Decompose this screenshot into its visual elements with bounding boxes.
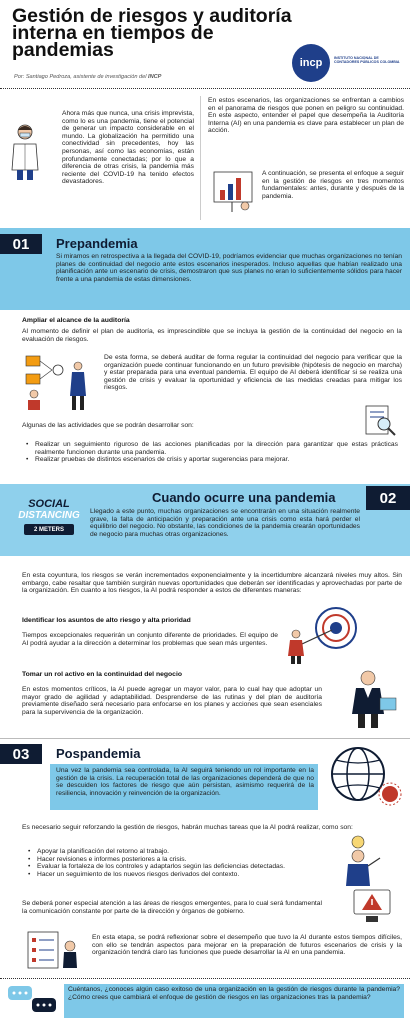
activities-list [26, 441, 398, 464]
footer-question: Cuéntanos, ¿conoces algún caso exitoso de una organización en la gestión de riesgos durante la pandemia? ¿Cómo crees que cambiará el enfoque de gestión de riesgos en las organizaciones tras la pandemia? [68, 986, 400, 1001]
section-2-body: Llegado a este punto, muchas organizaciones se encontrarán en una situación realmente grave, la falta de anticipación y preparación ante una crisis como esta hará perder el equilibrio del negocio. No obstante, las condiciones de la pandemia crearán oportunidades de negocio para muchas otras organizaciones. [90, 508, 360, 538]
team-flowchart-icon [22, 352, 98, 412]
warning-monitor-icon [352, 888, 392, 924]
badge-line-1: SOCIAL [28, 498, 70, 510]
section-3-divider [0, 738, 410, 739]
section-3-intro: Es necesario seguir reforzando la gestión de riesgos, habrán muchas tareas que la AI podrá realizar, como son: [22, 824, 353, 831]
section-3-reflection: En esta etapa, se podrá reflexionar sobre el desempeño que tuvo la AI durante estos tiempos difíciles, con ello se tendrán aspectos para mejorar en la preparación de futuros escenarios de crisis y la organización tendrá claro las funciones que puede desarrollar la AI en una pandemia. [92, 934, 402, 957]
section-1-sub-body: Al momento de definir el plan de auditoría, es imprescindible que se incluya la gestión de la continuidad del negocio en la evaluación de riesgos. [22, 328, 402, 343]
intro-divider [200, 96, 201, 220]
intro-right-text-2: A continuación, se presenta el enfoque a seguir en la gestión de riesgos en tres momentos fundamentales: antes, durante y después de la pandemia. [262, 170, 404, 200]
business-person-icon [336, 668, 400, 728]
list-item: • Hacer revisiones e informes posteriores a la crisis. [28, 856, 318, 864]
intro-left-text: Ahora más que nunca, una crisis imprevista, como lo es una pandemia, tiene el potencial de generar un impacto considerable en el mundo. La globalización ha permitido una conectividad sin precedentes, hoy las personas, así como las economías, están profundamente conectadas; por lo que a diferencia de otras crisis, la pandemia más reciente del COVID-19 ha tenido efectos devastadores. [62, 110, 194, 186]
doctor-illustration-icon [8, 122, 42, 182]
section-2-sub2-body: En estos momentos críticos, la AI puede agregar un mayor valor, para lo cual hay que adoptar un mayor grado de agilidad y adaptabilidad. Desprenderse de las rutinas y del plan de auditoría previamente diseñado será necesario para enfocarse en los planes y acciones que sean esenciales para la supervivencia de la organización. [22, 686, 322, 716]
section-2-title: Cuando ocurre una pandemia [152, 490, 336, 505]
section-3-title: Pospandemia [56, 746, 141, 761]
byline-org: INCP [148, 74, 162, 80]
badge-line-3: 2 METERS [24, 524, 74, 535]
list-item: • Realizar pruebas de distintos escenarios de crisis y aportar sugerencias para mejorar. [26, 456, 398, 464]
section-2-sub1-title: Identificar los asuntos de alto riesgo y alta prioridad [22, 617, 191, 624]
section-1-subtitle: Ampliar el alcance de la auditoría [22, 317, 130, 324]
header-divider [0, 88, 410, 89]
list-item: • Realizar un seguimiento riguroso de las acciones planificadas por la dirección para garantizar que estas prácticas realmente funcionen durante una pandemia. [26, 441, 398, 456]
chart-analysis-icon [212, 168, 254, 214]
section-3-attention: Se deberá poner especial atención a las áreas de riesgos emergentes, para lo cual será fundamental la comunicación constante por parte de la dirección y órganos de gobierno. [22, 900, 322, 915]
section-2-intro: En esta coyuntura, los riesgos se verán incrementados exponencialmente y la incertidumbre alcanzará niveles muy altos. Sin embargo, cabe resaltar que también surgirán nuevas oportunidades que deberán ser identificadas y aprovechadas por parte de la organización. En cuanto a los riesgos, la AI podrá responder a estos de diferentes maneras: [22, 572, 402, 595]
section-2-sub1-body: Tiempos excepcionales requerirán un conjunto diferente de prioridades. El equipo de AI podrá ayudar a la dirección a determinar los problemas que sean más urgentes. [22, 632, 278, 647]
section-3-number: 03 [0, 744, 42, 764]
target-person-icon [282, 604, 362, 664]
tasks-list [28, 848, 318, 878]
footer-divider [0, 978, 410, 979]
logo-text: INSTITUTO NACIONAL DE CONTADORES PÚBLICOS COLOMBIA [334, 56, 400, 65]
activities-intro: Algunas de las actividades que se podrán desarrollar son: [22, 422, 194, 429]
globe-virus-icon [320, 744, 404, 808]
list-item: • Apoyar la planificación del retorno al trabajo. [28, 848, 318, 856]
section-1-body: Si miramos en retrospectiva a la llegada del COVID-19, podríamos evidenciar que muchas organizaciones no tenían planes de continuidad del negocio ante estos escenarios inesperados. Incluso aquellas que habían realizado una planificación ante un escenario de crisis, demostraron que sus planes no eran lo suficientemente sólidos para hacer frente a una pandemia de estas dimensiones. [56, 253, 402, 283]
section-1-number: 01 [0, 234, 42, 254]
idea-person-icon [328, 834, 388, 888]
section-3-body: Una vez la pandemia sea controlada, la AI seguirá teniendo un rol importante en la gestión de la crisis. La recuperación total de las organizaciones dependerá de que no se descuiden los factores de riesgo que aún persistan, asimismo requerirá de la resiliencia, innovación y reinvención de la organización. [56, 767, 314, 797]
section-2-sub2-title: Tomar un rol activo en la continuidad del negocio [22, 671, 182, 678]
section-1-title: Prepandemia [56, 236, 138, 251]
social-distancing-badge [14, 498, 84, 544]
byline [14, 74, 161, 80]
list-item: • Hacer un seguimiento de los nuevos riesgos derivados del contexto. [28, 871, 318, 879]
byline-prefix: Por: Santiago Pedroza, asistente de investigación del [14, 74, 149, 80]
magnifier-document-icon [362, 404, 398, 438]
page-title: Gestión de riesgos y auditoría interna en tiempos de pandemias [12, 5, 292, 61]
list-item: • Evaluar la fortaleza de los controles y adaptarlos según las deficiencias detectadas. [28, 863, 318, 871]
incp-logo [292, 44, 408, 86]
chat-bubbles-icon [6, 982, 58, 1020]
checklist-icon [22, 930, 86, 970]
section-2-number: 02 [366, 486, 410, 510]
intro-right-text-1: En estos escenarios, las organizaciones se enfrentan a cambios en el panorama de riesgos que ponen en peligro su continuidad. En este aspecto, entender el papel que desempeña la Auditoría Interna (AI) en una pandemia es clave para establecer un plan de acción. [208, 97, 404, 135]
section-1-sub-body-2: De esta forma, se deberá auditar de forma regular la continuidad del negocio para verificar que la organización puede continuar funcionando en un futuro previsible (hipótesis de negocio en marcha) y estar preparada para una eventual pandemia. El equipo de AI deberá identificar si se realiza una gestión de crisis y evaluar la oportunidad y eficiencia de las medidas creadas para mitigar los riesgos. [104, 354, 402, 392]
logo-mark: incp [292, 44, 330, 82]
badge-line-2: DISTANCING [18, 510, 80, 521]
